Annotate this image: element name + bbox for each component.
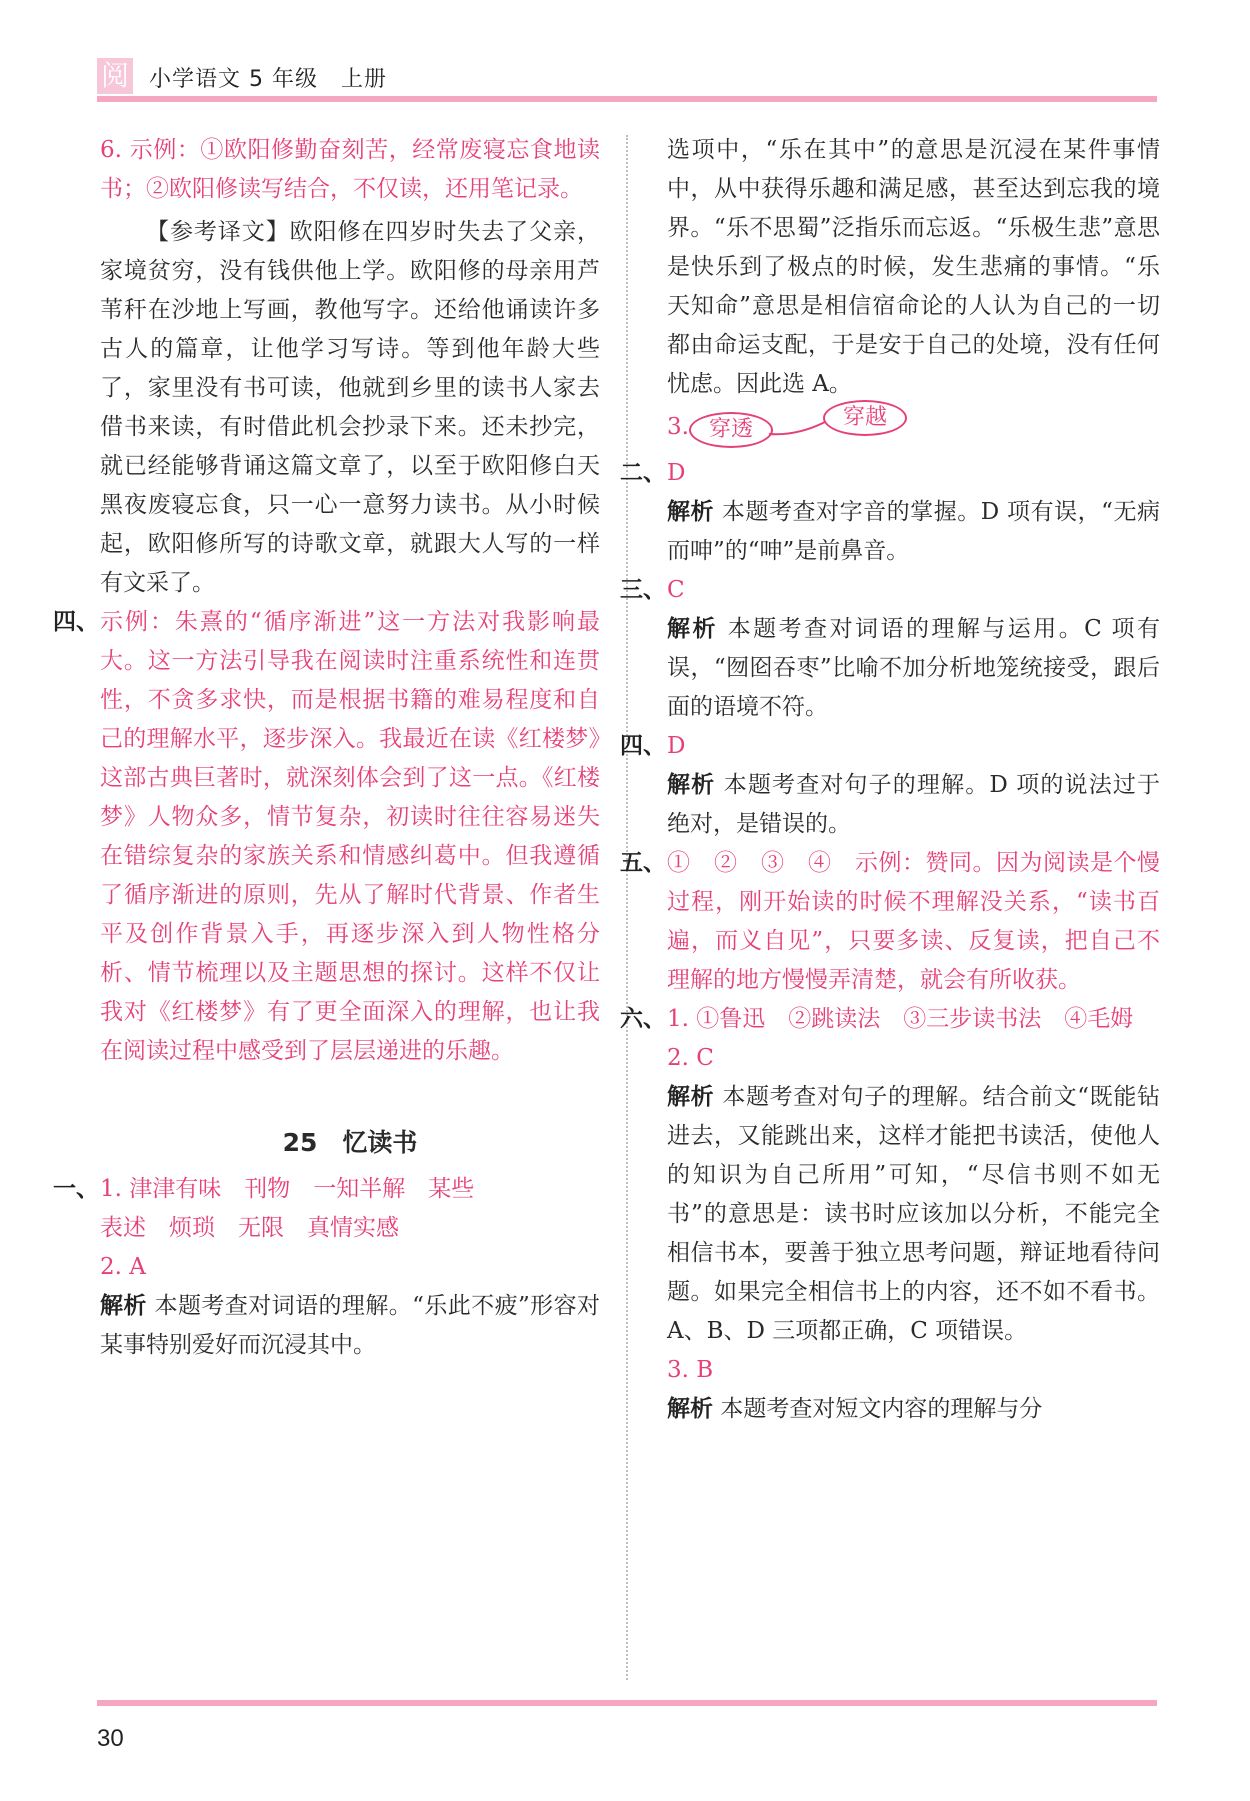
- section-number: 三、: [620, 577, 666, 603]
- analysis-label: 解析: [667, 1396, 713, 1422]
- analysis-text: 本题考查对句子的理解。结合前文“既能钻进去，又能跳出来，这样才能把书读活，使他人的知识为自己所用”可知，“尽信书则不如无书”的意思是：读书时应该加以分析，不能完全相信书本，要善于独立思考问题，辩证地看待问题。如果完全相信书上的内容，还不如不看书。A、B、D 三项都正确，C 项错误。: [667, 1084, 1161, 1344]
- q1-answer-line: 1. 津津有味 刊物 一知半解 某些: [100, 1176, 475, 1202]
- section-analysis: [667, 766, 1160, 844]
- answer-section-6: [620, 1000, 1160, 1429]
- section-analysis: [667, 610, 1160, 727]
- analysis-text: 本题考查对词语的理解与运用。C 项有误，“囫囵吞枣”比喻不加分析地笼统接受，跟后面的语境不符。: [667, 616, 1161, 720]
- q2-answer: 2. C: [667, 1045, 714, 1071]
- page-header: [97, 58, 1157, 102]
- section-answer: D: [667, 733, 686, 759]
- continued-analysis: 选项中，“乐在其中”的意思是沉浸在某件事情中，从中获得乐趣和满足感，甚至达到忘我的境界。“乐不思蜀”泛指乐而忘返。“乐极生悲”意思是快乐到了极点的时候，发生悲痛的事情。“乐天知命”意思是相信宿命论的人认为自己的一切都由命运支配，于是安于自己的处境，没有任何忧虑。因此选 A。: [667, 137, 1160, 397]
- section-number: 四、: [53, 609, 99, 635]
- header-rule: [97, 96, 1157, 102]
- q3-analysis: [667, 1390, 1160, 1429]
- section-number: 一、: [53, 1176, 99, 1202]
- answer-section-1: [53, 1170, 600, 1365]
- answer-section-4: [53, 603, 600, 1071]
- q2-answer: 2. A: [100, 1254, 146, 1280]
- q2-analysis: [100, 1287, 600, 1365]
- section-answer: C: [667, 577, 685, 603]
- analysis-text: 本题考查对句子的理解。D 项的说法过于绝对，是错误的。: [667, 772, 1161, 837]
- analysis-text: 本题考查对字音的掌握。D 项有误，“无病而呻”的“呻”是前鼻音。: [667, 499, 1161, 564]
- lesson-title: 25 忆读书: [282, 1128, 418, 1157]
- answer-q6: 6. 示例：①欧阳修勤奋刻苦，经常废寝忘食地读书；②欧阳修读写结合，不仅读，还用笔记录。: [100, 137, 600, 202]
- circled-word: 穿透: [689, 412, 773, 448]
- analysis-label: 解析: [667, 616, 718, 642]
- section-answer-text: 示例：朱熹的“循序渐进”这一方法对我影响最大。这一方法引导我在阅读时注重系统性和连贯性，不贪多求快，而是根据书籍的难易程度和自己的理解水平，逐步深入。我最近在读《红楼梦》这部古典巨著时，就深刻体会到了这一点。《红楼梦》人物众多，情节复杂，初读时往往容易迷失在错综复杂的家族关系和情感纠葛中。但我遵循了循序渐进的原则，先从了解时代背景、作者生平及创作背景入手，再逐步深入到人物性格分析、情节梳理以及主题思想的探讨。这样不仅让我对《红楼梦》有了更全面深入的理解，也让我在阅读过程中感受到了层层递进的乐趣。: [100, 609, 600, 1064]
- q3-circle-answer: [667, 405, 1160, 454]
- section-number: 四、: [620, 733, 666, 759]
- analysis-label: 解析: [667, 772, 716, 798]
- q1-answer: 1. ①鲁迅 ②跳读法 ③三步读书法 ④毛姆: [667, 1006, 1134, 1032]
- analysis-text: 本题考查对短文内容的理解与分: [720, 1396, 1043, 1422]
- section-number: 五、: [620, 850, 666, 876]
- analysis-text: 本题考查对词语的理解。“乐此不疲”形容对某事特别爱好而沉浸其中。: [100, 1293, 601, 1358]
- section-number: 二、: [620, 460, 666, 486]
- q3-number: 3.: [667, 414, 689, 440]
- analysis-label: 解析: [667, 1084, 715, 1110]
- footer-rule: [97, 1700, 1157, 1706]
- left-column: [53, 131, 601, 1365]
- section-number: 六、: [620, 1006, 666, 1032]
- connector-line: [767, 414, 827, 444]
- analysis-label: 解析: [100, 1293, 147, 1319]
- section-analysis: [667, 493, 1160, 571]
- answer-section-5: [620, 844, 1160, 1000]
- answer-section-4: [620, 727, 1160, 844]
- answer-section-2: [620, 454, 1160, 571]
- right-column: [620, 131, 1161, 1429]
- book-logo-icon: 阅: [97, 58, 133, 94]
- circled-word: 穿越: [823, 400, 907, 436]
- analysis-label: 解析: [667, 499, 715, 525]
- section-answer-text: ① ② ③ ④ 示例：赞同。因为阅读是个慢过程，刚开始读的时候不理解没关系，“读书百遍，而义自见”，只要多读、反复读，把自己不理解的地方慢慢弄清楚，就会有所收获。: [667, 850, 1160, 993]
- book-title: 小学语文 5 年级 上册: [149, 67, 387, 92]
- answer-section-3: [620, 571, 1160, 727]
- section-answer: D: [667, 460, 686, 486]
- q2-analysis: [667, 1078, 1160, 1351]
- page-number: 30: [97, 1725, 124, 1752]
- reference-translation: 【参考译文】欧阳修在四岁时失去了父亲，家境贫穷，没有钱供他上学。欧阳修的母亲用芦苇秆在沙地上写画，教他写字。还给他诵读许多古人的篇章，让他学习写诗。等到他年龄大些了，家里没有书可读，他就到乡里的读书人家去借书来读，有时借此机会抄录下来。还未抄完，就已经能够背诵这篇文章了，以至于欧阳修白天黑夜废寝忘食，只一心一意努力读书。从小时候起，欧阳修所写的诗歌文章，就跟大人写的一样有文采了。: [100, 219, 600, 596]
- q3-answer: 3. B: [667, 1357, 714, 1383]
- q1-answer-line: 表述 烦琐 无限 真情实感: [100, 1215, 399, 1241]
